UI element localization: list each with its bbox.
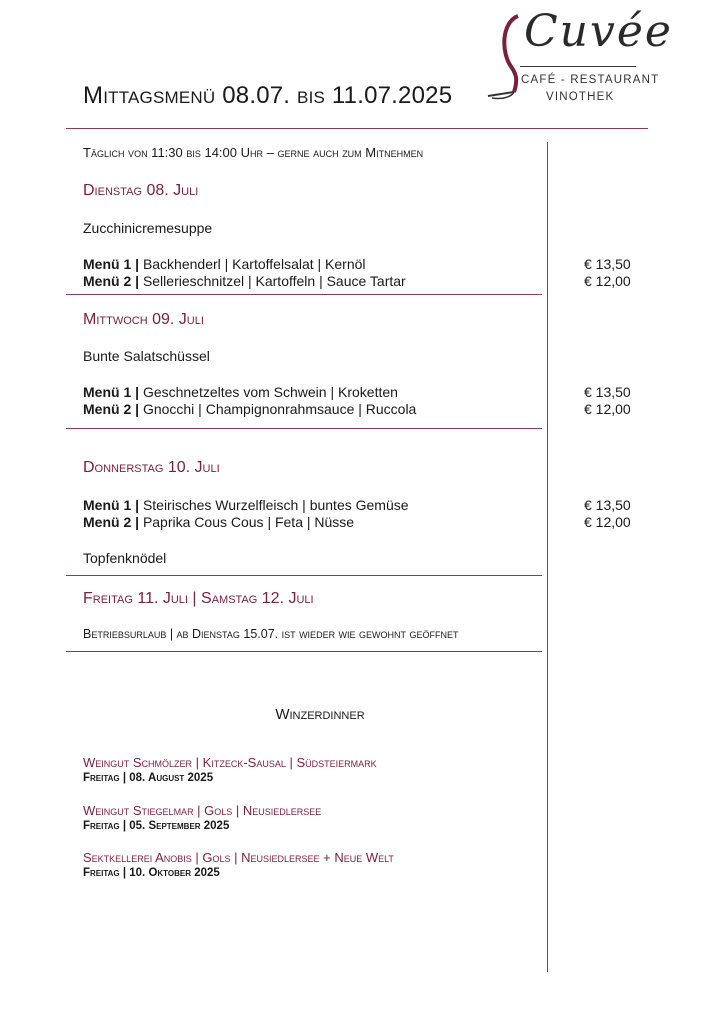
- section-divider: [66, 294, 542, 295]
- price-column-divider: [547, 142, 548, 972]
- logo-divider: [520, 66, 636, 67]
- winzerdinner-title: Winzerdinner: [275, 706, 365, 723]
- section-divider: [66, 428, 542, 429]
- winzerdinner-event-date: Freitag | 05. September 2025: [83, 820, 230, 832]
- dessert-thursday: Topfenknödel: [83, 550, 167, 566]
- menu-price: € 13,50: [584, 384, 631, 400]
- daily-hours-note: Täglich von 11:30 bis 14:00 Uhr – gerne auch zum Mitnehmen: [83, 145, 424, 160]
- day-heading-wednesday: Mittwoch 09. Juli: [83, 311, 204, 328]
- winzerdinner-event-name: Weingut Schmölzer | Kitzeck-Sausal | Südsteiermark: [83, 755, 377, 770]
- soup-wednesday: Bunte Salatschüssel: [83, 348, 210, 364]
- menu-text: Paprika Cous Cous | Feta | Nüsse: [142, 514, 355, 530]
- day-heading-thursday: Donnerstag 10. Juli: [83, 459, 220, 476]
- menu-text: Backhenderl | Kartoffelsalat | Kernöl: [142, 256, 366, 272]
- menu-text: Sellerieschnitzel | Kartoffeln | Sauce Tartar: [142, 273, 406, 289]
- menu-label: Menü 2 |: [83, 401, 140, 417]
- winzerdinner-event-name: Sektkellerei Anobis | Gols | Neusiedlersee + Neue Welt: [83, 850, 394, 865]
- day-heading-friday-saturday: Freitag 11. Juli | Samstag 12. Juli: [83, 590, 314, 607]
- menu-price: € 12,00: [584, 273, 631, 289]
- closure-note: Betriebsurlaub | ab Dienstag 15.07. ist wieder wie gewohnt geöffnet: [83, 627, 459, 641]
- menu-label: Menü 1 |: [83, 256, 140, 272]
- menu-item: [83, 273, 406, 289]
- menu-price: € 12,00: [584, 401, 631, 417]
- day-heading-tuesday: Dienstag 08. Juli: [83, 182, 199, 199]
- menu-item: [83, 514, 354, 530]
- menu-price: € 13,50: [584, 497, 631, 513]
- menu-item: [83, 256, 366, 272]
- winzerdinner-event-name: Weingut Stiegelmar | Gols | Neusiedlersee: [83, 803, 322, 818]
- winzerdinner-event-date: Freitag | 08. August 2025: [83, 772, 214, 784]
- menu-label: Menü 2 |: [83, 514, 140, 530]
- section-divider: [66, 651, 542, 652]
- menu-price: € 13,50: [584, 256, 631, 272]
- menu-text: Gnocchi | Champignonrahmsauce | Ruccola: [142, 401, 417, 417]
- menu-label: Menü 1 |: [83, 384, 140, 400]
- logo-line-1: CAFÉ - RESTAURANT: [521, 74, 660, 86]
- winzerdinner-event-date: Freitag | 10. Oktober 2025: [83, 867, 220, 879]
- menu-price: € 12,00: [584, 514, 631, 530]
- logo-line-2: VINOTHEK: [546, 91, 615, 103]
- header-rule: [66, 128, 648, 129]
- soup-tuesday: Zucchinicremesuppe: [83, 220, 213, 236]
- menu-text: Geschnetzeltes vom Schwein | Kroketten: [142, 384, 398, 400]
- logo-script: Cuvée: [524, 6, 673, 57]
- menu-item: [83, 401, 416, 417]
- menu-item: [83, 497, 409, 513]
- menu-label: Menü 1 |: [83, 497, 140, 513]
- menu-label: Menü 2 |: [83, 273, 140, 289]
- cuvee-logo: [484, 6, 673, 108]
- page-title: Mittagsmenü 08.07. bis 11.07.2025: [83, 82, 453, 109]
- menu-text: Steirisches Wurzelfleisch | buntes Gemüse: [142, 497, 409, 513]
- section-divider: [66, 575, 542, 576]
- menu-item: [83, 384, 398, 400]
